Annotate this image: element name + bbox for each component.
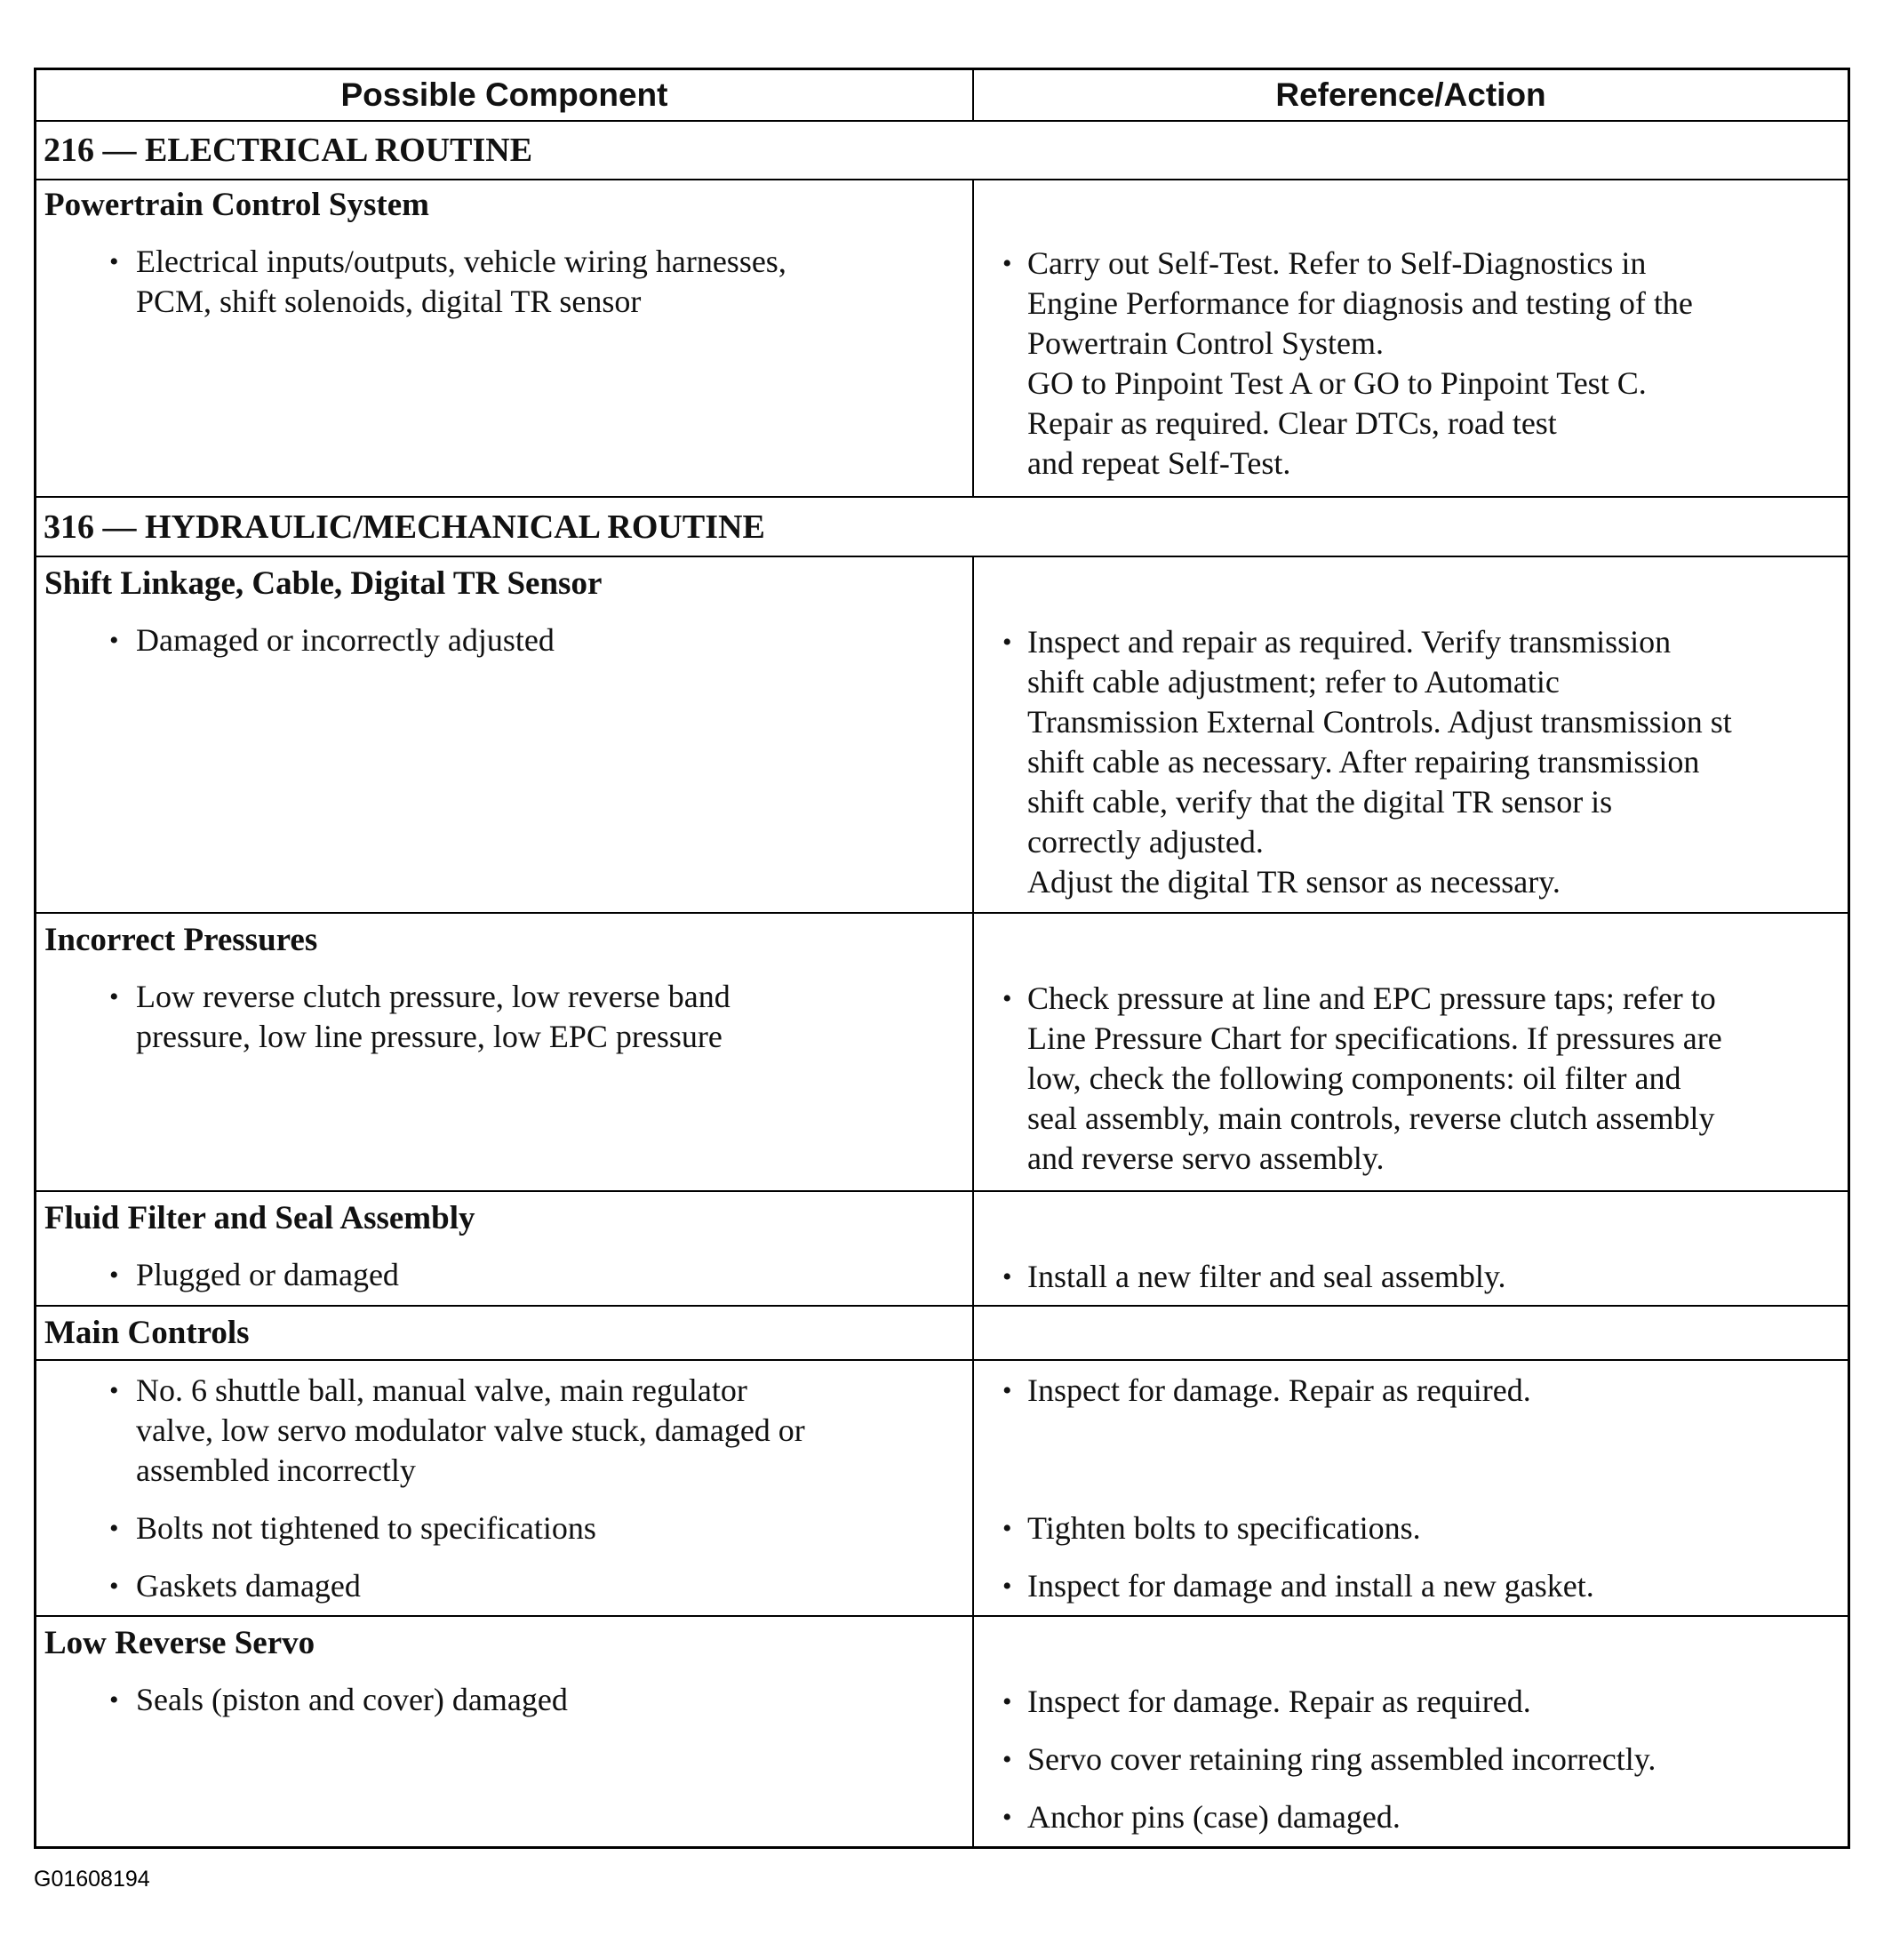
category-title: Main Controls xyxy=(44,1315,250,1351)
header-reference-action: Reference/Action xyxy=(1275,76,1546,113)
diagnostic-table xyxy=(34,68,1850,1849)
list-item: • Low reverse clutch pressure, low reverse band pressure, low line pressure, low EPC pressure xyxy=(109,979,730,1054)
list-item: • Seals (piston and cover) damaged xyxy=(36,1680,972,1720)
bullet: • xyxy=(1002,1514,1012,1543)
list-item: • Install a new filter and seal assembly. xyxy=(974,1257,1848,1297)
category-title: Low Reverse Servo xyxy=(44,1625,315,1661)
bullet: • xyxy=(109,1685,119,1715)
list-item: • Inspect for damage. Repair as required. xyxy=(974,1682,1848,1722)
list-item: • Check pressure at line and EPC pressure taps; refer to Line Pressure Chart for specifications. If pressures are low, check the following components: oil filter and seal assembly, main controls, reverse clutch assembly and reverse servo assembly. xyxy=(1002,980,1722,1176)
list-item: • Tighten bolts to specifications. xyxy=(974,1508,1848,1548)
bullet: • xyxy=(109,1514,119,1543)
bullet: • xyxy=(1002,1687,1012,1716)
category-title: Shift Linkage, Cable, Digital TR Sensor xyxy=(44,565,603,602)
list-item: • Damaged or incorrectly adjusted xyxy=(36,620,972,660)
section-incorrect-pressures xyxy=(36,914,1848,1192)
bullet: • xyxy=(1002,1572,1012,1601)
list-item: • Inspect and repair as required. Verify transmission shift cable adjustment; refer to Automatic Transmission External Controls. Adjust transmission st shift cable as necessary. After repairing transmission shift cable, verify that the digital TR sensor is correctly adjusted. Adjust the digital TR sensor as necessary. xyxy=(1002,624,1732,900)
section-powertrain-control-system xyxy=(36,180,1848,498)
bullet: • xyxy=(1002,1376,1012,1405)
header-possible-component: Possible Component xyxy=(36,70,974,120)
routine-216-heading: 216 — ELECTRICAL ROUTINE xyxy=(36,122,1848,180)
bullet: • xyxy=(1002,1262,1012,1292)
section-shift-linkage xyxy=(36,557,1848,914)
list-item: • Servo cover retaining ring assembled incorrectly. xyxy=(974,1740,1848,1780)
bullet: • xyxy=(1002,1803,1012,1832)
category-title: Powertrain Control System xyxy=(44,187,429,223)
list-item: • Anchor pins (case) damaged. xyxy=(974,1797,1848,1837)
list-item: • Bolts not tightened to specifications xyxy=(36,1508,972,1548)
list-item: • Gaskets damaged xyxy=(36,1566,972,1606)
bullet: • xyxy=(1002,628,1012,657)
bullet: • xyxy=(109,982,119,1012)
bullet: • xyxy=(109,247,119,276)
section-main-controls-title-row xyxy=(36,1307,1848,1361)
figure-id: G01608194 xyxy=(34,1867,150,1892)
list-item: • No. 6 shuttle ball, manual valve, main regulator valve, low servo modulator valve stuck, damaged or assembled incorrectly xyxy=(109,1372,805,1488)
bullet: • xyxy=(109,1376,119,1405)
list-item: • Plugged or damaged xyxy=(36,1255,972,1295)
list-item: • Inspect for damage and install a new gasket. xyxy=(974,1566,1848,1606)
category-title: Incorrect Pressures xyxy=(44,922,318,958)
section-fluid-filter xyxy=(36,1192,1848,1307)
section-low-reverse-servo xyxy=(36,1617,1848,1846)
list-item: • Electrical inputs/outputs, vehicle wiring harnesses, PCM, shift solenoids, digital TR sensor xyxy=(109,244,786,319)
bullet: • xyxy=(1002,984,1012,1013)
bullet: • xyxy=(109,626,119,655)
section-main-controls xyxy=(36,1361,1848,1617)
category-title: Fluid Filter and Seal Assembly xyxy=(44,1200,475,1236)
bullet: • xyxy=(1002,249,1012,278)
list-item: • Carry out Self-Test. Refer to Self-Diagnostics in Engine Performance for diagnosis and testing of the Powertrain Control System. GO to Pinpoint Test A or GO to Pinpoint Test C. Repair as required. Clear DTCs, road test and repeat Self-Test. xyxy=(1002,245,1693,481)
bullet: • xyxy=(109,1572,119,1601)
bullet: • xyxy=(1002,1745,1012,1774)
list-item: • Inspect for damage. Repair as required. xyxy=(974,1371,1848,1411)
bullet: • xyxy=(109,1260,119,1290)
table-header-row xyxy=(36,70,1848,122)
routine-316-heading: 316 — HYDRAULIC/MECHANICAL ROUTINE xyxy=(36,498,1848,557)
